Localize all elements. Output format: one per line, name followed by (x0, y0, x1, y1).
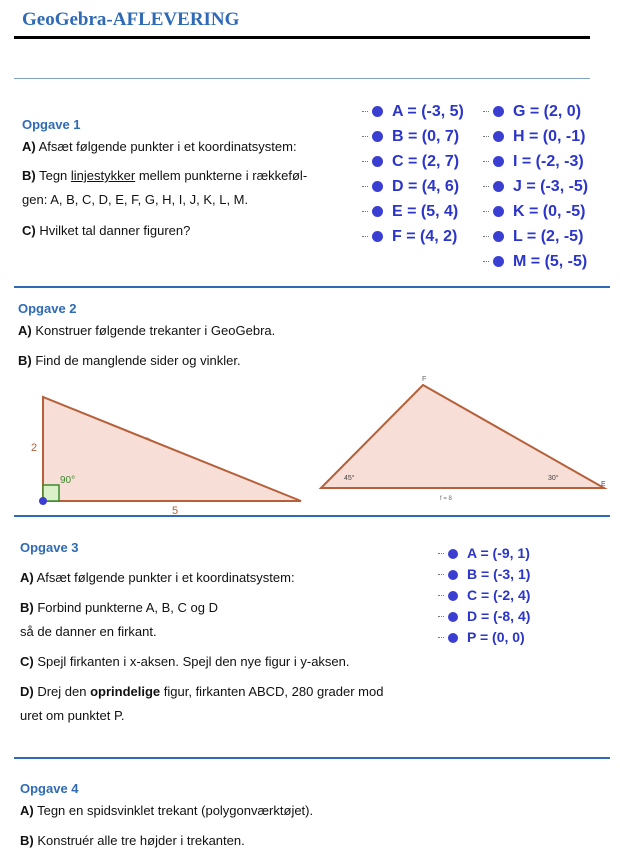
opgave1-points-right (483, 103, 588, 278)
point-item: L = (2, -5) (483, 228, 588, 253)
point-dot-icon (448, 633, 458, 643)
point-item: E = (5, 4) (362, 203, 464, 228)
point-dot-icon (372, 181, 383, 192)
section-divider (14, 757, 610, 759)
opgave1-question-b: B) Tegn linjestykker mellem punkterne i rækkeføl- gen: A, B, C, D, E, F, G, H, I, J, K, L, M. (22, 168, 308, 207)
point-item: H = (0, -1) (483, 128, 588, 153)
point-item: K = (0, -5) (483, 203, 588, 228)
point-item: C = (-2, 4) (438, 587, 530, 608)
opgave3-question-a: A) Afsæt følgende punkter i et koordinatsystem: (20, 570, 295, 585)
point-dot-icon (493, 181, 504, 192)
section-divider (14, 515, 610, 517)
point-item: F = (4, 2) (362, 228, 464, 253)
point-dot-icon (372, 206, 383, 217)
point-item: C = (2, 7) (362, 153, 464, 178)
base-label: f = 8 (440, 496, 452, 502)
section-divider (14, 286, 610, 288)
opgave4-question-a: A) Tegn en spidsvinklet trekant (polygonværktøjet). (20, 803, 314, 818)
title-rule (14, 36, 590, 39)
point-item: B = (0, 7) (362, 128, 464, 153)
point-dot-icon (493, 106, 504, 117)
linjestykker-link: linjestykker (70, 168, 136, 183)
point-item: D = (4, 6) (362, 178, 464, 203)
opgave1-question-c: C) Hvilket tal danner figuren? (22, 223, 191, 238)
opgave2-question-a: A) Konstruer følgende trekanter i GeoGebra. (18, 323, 276, 338)
point-item: B = (-3, 1) (438, 566, 530, 587)
point-dot-icon (372, 156, 383, 167)
point-dot-icon (493, 206, 504, 217)
point-dot-icon (448, 591, 458, 601)
page-title: GeoGebra-AFLEVERING (22, 9, 240, 30)
opgave2-question-b: B) Find de manglende sider og vinkler. (18, 353, 241, 368)
opgave3-header: Opgave 3 (20, 540, 79, 555)
side-bottom-label: 5 (172, 505, 179, 515)
point-dot-icon (493, 256, 504, 267)
angle-label: 90° (60, 475, 76, 486)
point-item: P = (0, 0) (438, 629, 530, 650)
right-triangle (43, 397, 301, 501)
opgave3-question-c: C) Spejl firkanten i x-aksen. Spejl den nye figur i y-aksen. (20, 654, 350, 669)
opgave3-question-b: B) Forbind punkterne A, B, C og D så de danner en firkant. (20, 600, 218, 639)
point-dot-icon (493, 131, 504, 142)
point-item: J = (-3, -5) (483, 178, 588, 203)
point-item: G = (2, 0) (483, 103, 588, 128)
divider (14, 78, 590, 79)
triangles-figure (0, 370, 620, 515)
opgave2-header: Opgave 2 (18, 301, 77, 316)
angle-30-label: 30° (548, 475, 559, 482)
point-item: I = (-2, -3) (483, 153, 588, 178)
opgave4-header: Opgave 4 (20, 781, 79, 796)
vertex-e-label: E (601, 481, 606, 488)
point-dot-icon (372, 131, 383, 142)
point-item: A = (-9, 1) (438, 545, 530, 566)
side-left-label: 2 (31, 442, 38, 454)
point-dot-icon (372, 231, 383, 242)
point-item: D = (-8, 4) (438, 608, 530, 629)
opgave1-question-a: A) Afsæt følgende punkter i et koordinatsystem: (22, 139, 297, 154)
point-item: A = (-3, 5) (362, 103, 464, 128)
opgave1-points-left (362, 103, 464, 253)
point-dot-icon (493, 156, 504, 167)
opgave3-points (438, 545, 530, 650)
vertex-f-label: F (422, 376, 427, 383)
vertex-dot (39, 497, 47, 505)
point-dot-icon (448, 570, 458, 580)
point-dot-icon (493, 231, 504, 242)
point-dot-icon (448, 549, 458, 559)
angle-45-label: 45° (344, 475, 355, 482)
point-item: M = (5, -5) (483, 253, 588, 278)
opgave4-question-b: B) Konstruér alle tre højder i trekanten. (20, 833, 245, 848)
point-dot-icon (448, 612, 458, 622)
oblique-triangle (321, 385, 604, 488)
opgave1-header: Opgave 1 (22, 117, 81, 132)
opgave3-question-d: D) Drej den oprindelige figur, firkanten ABCD, 280 grader mod uret om punktet P. (20, 684, 384, 723)
point-dot-icon (372, 106, 383, 117)
